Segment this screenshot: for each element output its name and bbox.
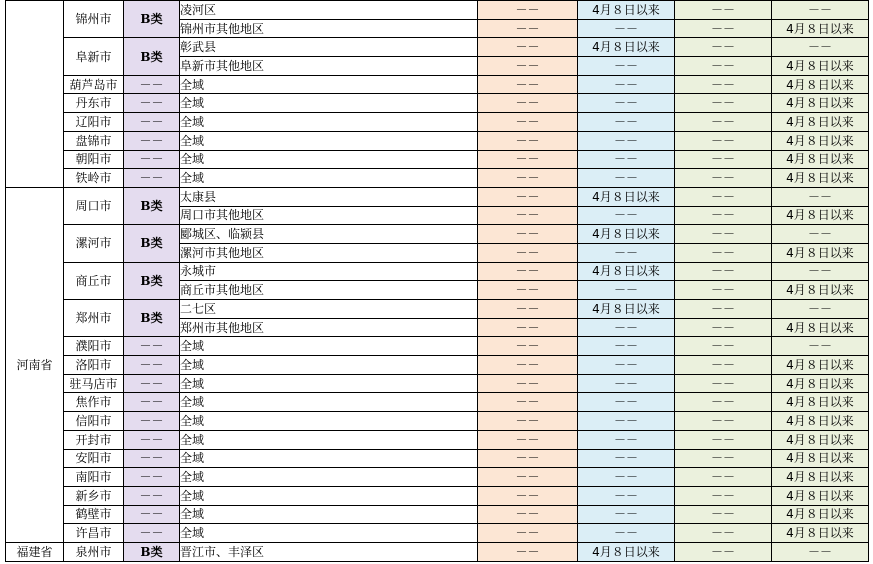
status-cell-4: 4月８日以来: [772, 206, 869, 225]
table-row: [6, 449, 869, 468]
status-cell-4: －－: [772, 1, 869, 20]
class-cell: －－: [124, 505, 180, 524]
class-cell: －－: [124, 75, 180, 94]
city-cell: 葫芦岛市: [64, 75, 124, 94]
area-cell: 全域: [180, 393, 478, 412]
class-cell: B类: [124, 225, 180, 262]
city-cell: 铁岭市: [64, 169, 124, 188]
status-cell-4: 4月８日以来: [772, 318, 869, 337]
city-cell: 丹东市: [64, 94, 124, 113]
status-cell-4: －－: [772, 225, 869, 244]
class-cell: －－: [124, 468, 180, 487]
status-cell-2: －－: [578, 374, 675, 393]
table-row: [6, 169, 869, 188]
status-cell-3: －－: [675, 505, 772, 524]
status-cell-3: －－: [675, 393, 772, 412]
city-cell: 盘锦市: [64, 131, 124, 150]
class-cell: －－: [124, 449, 180, 468]
table-body: [6, 1, 869, 562]
class-cell: －－: [124, 150, 180, 169]
status-cell-2: －－: [578, 19, 675, 38]
status-cell-2: －－: [578, 57, 675, 76]
status-cell-3: －－: [675, 57, 772, 76]
status-cell-2: 4月８日以来: [578, 38, 675, 57]
class-cell: －－: [124, 430, 180, 449]
class-cell: －－: [124, 169, 180, 188]
province-cell: [6, 1, 64, 188]
status-cell-3: －－: [675, 524, 772, 543]
status-cell-1: －－: [478, 524, 578, 543]
class-cell: B类: [124, 262, 180, 299]
status-cell-2: 4月８日以来: [578, 225, 675, 244]
status-cell-1: －－: [478, 38, 578, 57]
status-cell-3: －－: [675, 542, 772, 561]
table-row: [6, 113, 869, 132]
city-cell: 泉州市: [64, 542, 124, 561]
table-row: [6, 94, 869, 113]
status-cell-1: －－: [478, 430, 578, 449]
city-cell: 许昌市: [64, 524, 124, 543]
status-cell-2: －－: [578, 206, 675, 225]
city-cell: 濮阳市: [64, 337, 124, 356]
status-cell-4: 4月８日以来: [772, 374, 869, 393]
status-cell-2: －－: [578, 449, 675, 468]
status-cell-1: －－: [478, 225, 578, 244]
status-cell-3: －－: [675, 449, 772, 468]
table-row: [6, 524, 869, 543]
status-cell-3: －－: [675, 113, 772, 132]
city-cell: 朝阳市: [64, 150, 124, 169]
area-cell: 全域: [180, 486, 478, 505]
status-cell-1: －－: [478, 57, 578, 76]
table-row: [6, 542, 869, 561]
class-cell: B类: [124, 542, 180, 561]
area-cell: 全域: [180, 468, 478, 487]
status-cell-3: －－: [675, 318, 772, 337]
city-cell: 漯河市: [64, 225, 124, 262]
status-cell-1: －－: [478, 94, 578, 113]
table-row: [6, 150, 869, 169]
city-cell: 周口市: [64, 187, 124, 224]
class-cell: －－: [124, 94, 180, 113]
status-cell-4: －－: [772, 300, 869, 319]
status-cell-1: －－: [478, 243, 578, 262]
status-cell-1: －－: [478, 150, 578, 169]
status-cell-2: －－: [578, 113, 675, 132]
class-cell: B类: [124, 38, 180, 75]
table-row: [6, 187, 869, 206]
status-cell-4: 4月８日以来: [772, 19, 869, 38]
table-row: [6, 486, 869, 505]
class-cell: －－: [124, 356, 180, 375]
area-cell: 郾城区、临颍县: [180, 225, 478, 244]
status-cell-1: －－: [478, 19, 578, 38]
class-cell: －－: [124, 374, 180, 393]
status-cell-1: －－: [478, 449, 578, 468]
status-cell-3: －－: [675, 150, 772, 169]
area-cell: 太康县: [180, 187, 478, 206]
status-cell-2: －－: [578, 505, 675, 524]
status-cell-4: 4月８日以来: [772, 94, 869, 113]
status-cell-3: －－: [675, 225, 772, 244]
status-cell-2: －－: [578, 281, 675, 300]
status-cell-1: －－: [478, 318, 578, 337]
status-cell-3: －－: [675, 19, 772, 38]
table-row: [6, 262, 869, 281]
class-cell: B类: [124, 300, 180, 337]
class-cell: －－: [124, 113, 180, 132]
city-cell: 洛阳市: [64, 356, 124, 375]
status-cell-4: 4月８日以来: [772, 505, 869, 524]
table-row: [6, 337, 869, 356]
status-cell-2: －－: [578, 150, 675, 169]
city-cell: 焦作市: [64, 393, 124, 412]
area-cell: 周口市其他地区: [180, 206, 478, 225]
status-cell-4: 4月８日以来: [772, 412, 869, 431]
area-cell: 全域: [180, 505, 478, 524]
class-cell: －－: [124, 393, 180, 412]
status-cell-4: 4月８日以来: [772, 150, 869, 169]
city-cell: 新乡市: [64, 486, 124, 505]
city-cell: 开封市: [64, 430, 124, 449]
status-cell-1: －－: [478, 281, 578, 300]
status-cell-3: －－: [675, 1, 772, 20]
status-cell-3: －－: [675, 262, 772, 281]
status-cell-2: －－: [578, 468, 675, 487]
status-cell-1: －－: [478, 486, 578, 505]
area-cell: 全域: [180, 169, 478, 188]
area-cell: 阜新市其他地区: [180, 57, 478, 76]
status-cell-2: 4月８日以来: [578, 262, 675, 281]
area-cell: 全域: [180, 113, 478, 132]
area-cell: 郑州市其他地区: [180, 318, 478, 337]
area-cell: 晋江市、丰泽区: [180, 542, 478, 561]
status-cell-3: －－: [675, 486, 772, 505]
status-cell-2: －－: [578, 356, 675, 375]
status-cell-2: －－: [578, 169, 675, 188]
province-cell: 河南省: [6, 187, 64, 542]
status-cell-3: －－: [675, 206, 772, 225]
status-cell-4: －－: [772, 187, 869, 206]
table-row: [6, 38, 869, 57]
area-cell: 全域: [180, 430, 478, 449]
status-cell-4: －－: [772, 38, 869, 57]
table-row: [6, 356, 869, 375]
status-cell-4: 4月８日以来: [772, 169, 869, 188]
class-cell: －－: [124, 412, 180, 431]
city-cell: 驻马店市: [64, 374, 124, 393]
status-cell-3: －－: [675, 243, 772, 262]
city-cell: 阜新市: [64, 38, 124, 75]
status-cell-4: 4月８日以来: [772, 113, 869, 132]
class-cell: －－: [124, 337, 180, 356]
city-cell: 商丘市: [64, 262, 124, 299]
status-cell-1: －－: [478, 505, 578, 524]
status-cell-4: －－: [772, 337, 869, 356]
city-cell: 鹤壁市: [64, 505, 124, 524]
table-row: [6, 374, 869, 393]
status-cell-2: －－: [578, 243, 675, 262]
class-cell: －－: [124, 524, 180, 543]
status-cell-3: －－: [675, 281, 772, 300]
status-cell-2: －－: [578, 318, 675, 337]
status-cell-3: －－: [675, 356, 772, 375]
area-cell: 漯河市其他地区: [180, 243, 478, 262]
status-cell-2: －－: [578, 412, 675, 431]
city-cell: 信阳市: [64, 412, 124, 431]
status-cell-2: －－: [578, 524, 675, 543]
status-cell-2: －－: [578, 337, 675, 356]
status-cell-1: －－: [478, 374, 578, 393]
status-cell-3: －－: [675, 94, 772, 113]
status-cell-3: －－: [675, 131, 772, 150]
status-cell-1: －－: [478, 542, 578, 561]
area-cell: 凌河区: [180, 1, 478, 20]
status-cell-4: 4月８日以来: [772, 356, 869, 375]
status-cell-2: 4月８日以来: [578, 300, 675, 319]
status-cell-4: 4月８日以来: [772, 57, 869, 76]
area-cell: 全域: [180, 412, 478, 431]
status-cell-3: －－: [675, 468, 772, 487]
table-row: [6, 225, 869, 244]
status-cell-3: －－: [675, 374, 772, 393]
status-cell-3: －－: [675, 75, 772, 94]
status-cell-1: －－: [478, 131, 578, 150]
status-cell-4: 4月８日以来: [772, 524, 869, 543]
status-cell-4: 4月８日以来: [772, 75, 869, 94]
status-cell-1: －－: [478, 262, 578, 281]
status-cell-4: 4月８日以来: [772, 449, 869, 468]
table-row: [6, 468, 869, 487]
status-cell-2: 4月８日以来: [578, 542, 675, 561]
area-cell: 锦州市其他地区: [180, 19, 478, 38]
status-cell-4: 4月８日以来: [772, 430, 869, 449]
table-row: [6, 412, 869, 431]
status-cell-2: －－: [578, 486, 675, 505]
table-row: [6, 430, 869, 449]
area-cell: 全域: [180, 356, 478, 375]
status-cell-3: －－: [675, 430, 772, 449]
status-cell-4: 4月８日以来: [772, 131, 869, 150]
status-cell-2: －－: [578, 430, 675, 449]
status-cell-3: －－: [675, 337, 772, 356]
status-cell-2: －－: [578, 131, 675, 150]
status-cell-3: －－: [675, 38, 772, 57]
area-cell: 全域: [180, 449, 478, 468]
area-cell: 全域: [180, 94, 478, 113]
status-cell-1: －－: [478, 206, 578, 225]
area-cell: 二七区: [180, 300, 478, 319]
status-cell-3: －－: [675, 187, 772, 206]
status-cell-1: －－: [478, 75, 578, 94]
status-cell-2: －－: [578, 393, 675, 412]
status-cell-4: －－: [772, 262, 869, 281]
status-cell-3: －－: [675, 412, 772, 431]
class-cell: B类: [124, 187, 180, 224]
status-cell-4: 4月８日以来: [772, 281, 869, 300]
status-cell-4: 4月８日以来: [772, 243, 869, 262]
status-cell-4: 4月８日以来: [772, 486, 869, 505]
area-cell: 全域: [180, 374, 478, 393]
table-row: [6, 300, 869, 319]
city-cell: 锦州市: [64, 1, 124, 38]
area-cell: 永城市: [180, 262, 478, 281]
status-cell-2: 4月８日以来: [578, 187, 675, 206]
area-cell: 商丘市其他地区: [180, 281, 478, 300]
table-row: [6, 393, 869, 412]
area-cell: 全域: [180, 524, 478, 543]
status-cell-1: －－: [478, 393, 578, 412]
status-cell-1: －－: [478, 1, 578, 20]
city-cell: 辽阳市: [64, 113, 124, 132]
class-cell: B类: [124, 1, 180, 38]
status-cell-4: －－: [772, 542, 869, 561]
city-cell: 安阳市: [64, 449, 124, 468]
status-cell-2: －－: [578, 94, 675, 113]
class-cell: －－: [124, 131, 180, 150]
status-cell-1: －－: [478, 337, 578, 356]
status-cell-4: 4月８日以来: [772, 468, 869, 487]
status-cell-1: －－: [478, 300, 578, 319]
status-cell-1: －－: [478, 113, 578, 132]
risk-area-table: [5, 0, 869, 562]
city-cell: 南阳市: [64, 468, 124, 487]
table-row: [6, 1, 869, 20]
table-row: [6, 131, 869, 150]
area-cell: 全域: [180, 337, 478, 356]
area-cell: 彰武县: [180, 38, 478, 57]
area-cell: 全域: [180, 131, 478, 150]
area-cell: 全域: [180, 75, 478, 94]
status-cell-1: －－: [478, 187, 578, 206]
status-cell-1: －－: [478, 169, 578, 188]
status-cell-2: 4月８日以来: [578, 1, 675, 20]
status-cell-1: －－: [478, 468, 578, 487]
table-row: [6, 505, 869, 524]
status-cell-1: －－: [478, 412, 578, 431]
class-cell: －－: [124, 486, 180, 505]
province-cell: 福建省: [6, 542, 64, 561]
status-cell-1: －－: [478, 356, 578, 375]
status-cell-2: －－: [578, 75, 675, 94]
status-cell-3: －－: [675, 300, 772, 319]
area-cell: 全域: [180, 150, 478, 169]
table-row: [6, 75, 869, 94]
status-cell-4: 4月８日以来: [772, 393, 869, 412]
city-cell: 郑州市: [64, 300, 124, 337]
status-cell-3: －－: [675, 169, 772, 188]
